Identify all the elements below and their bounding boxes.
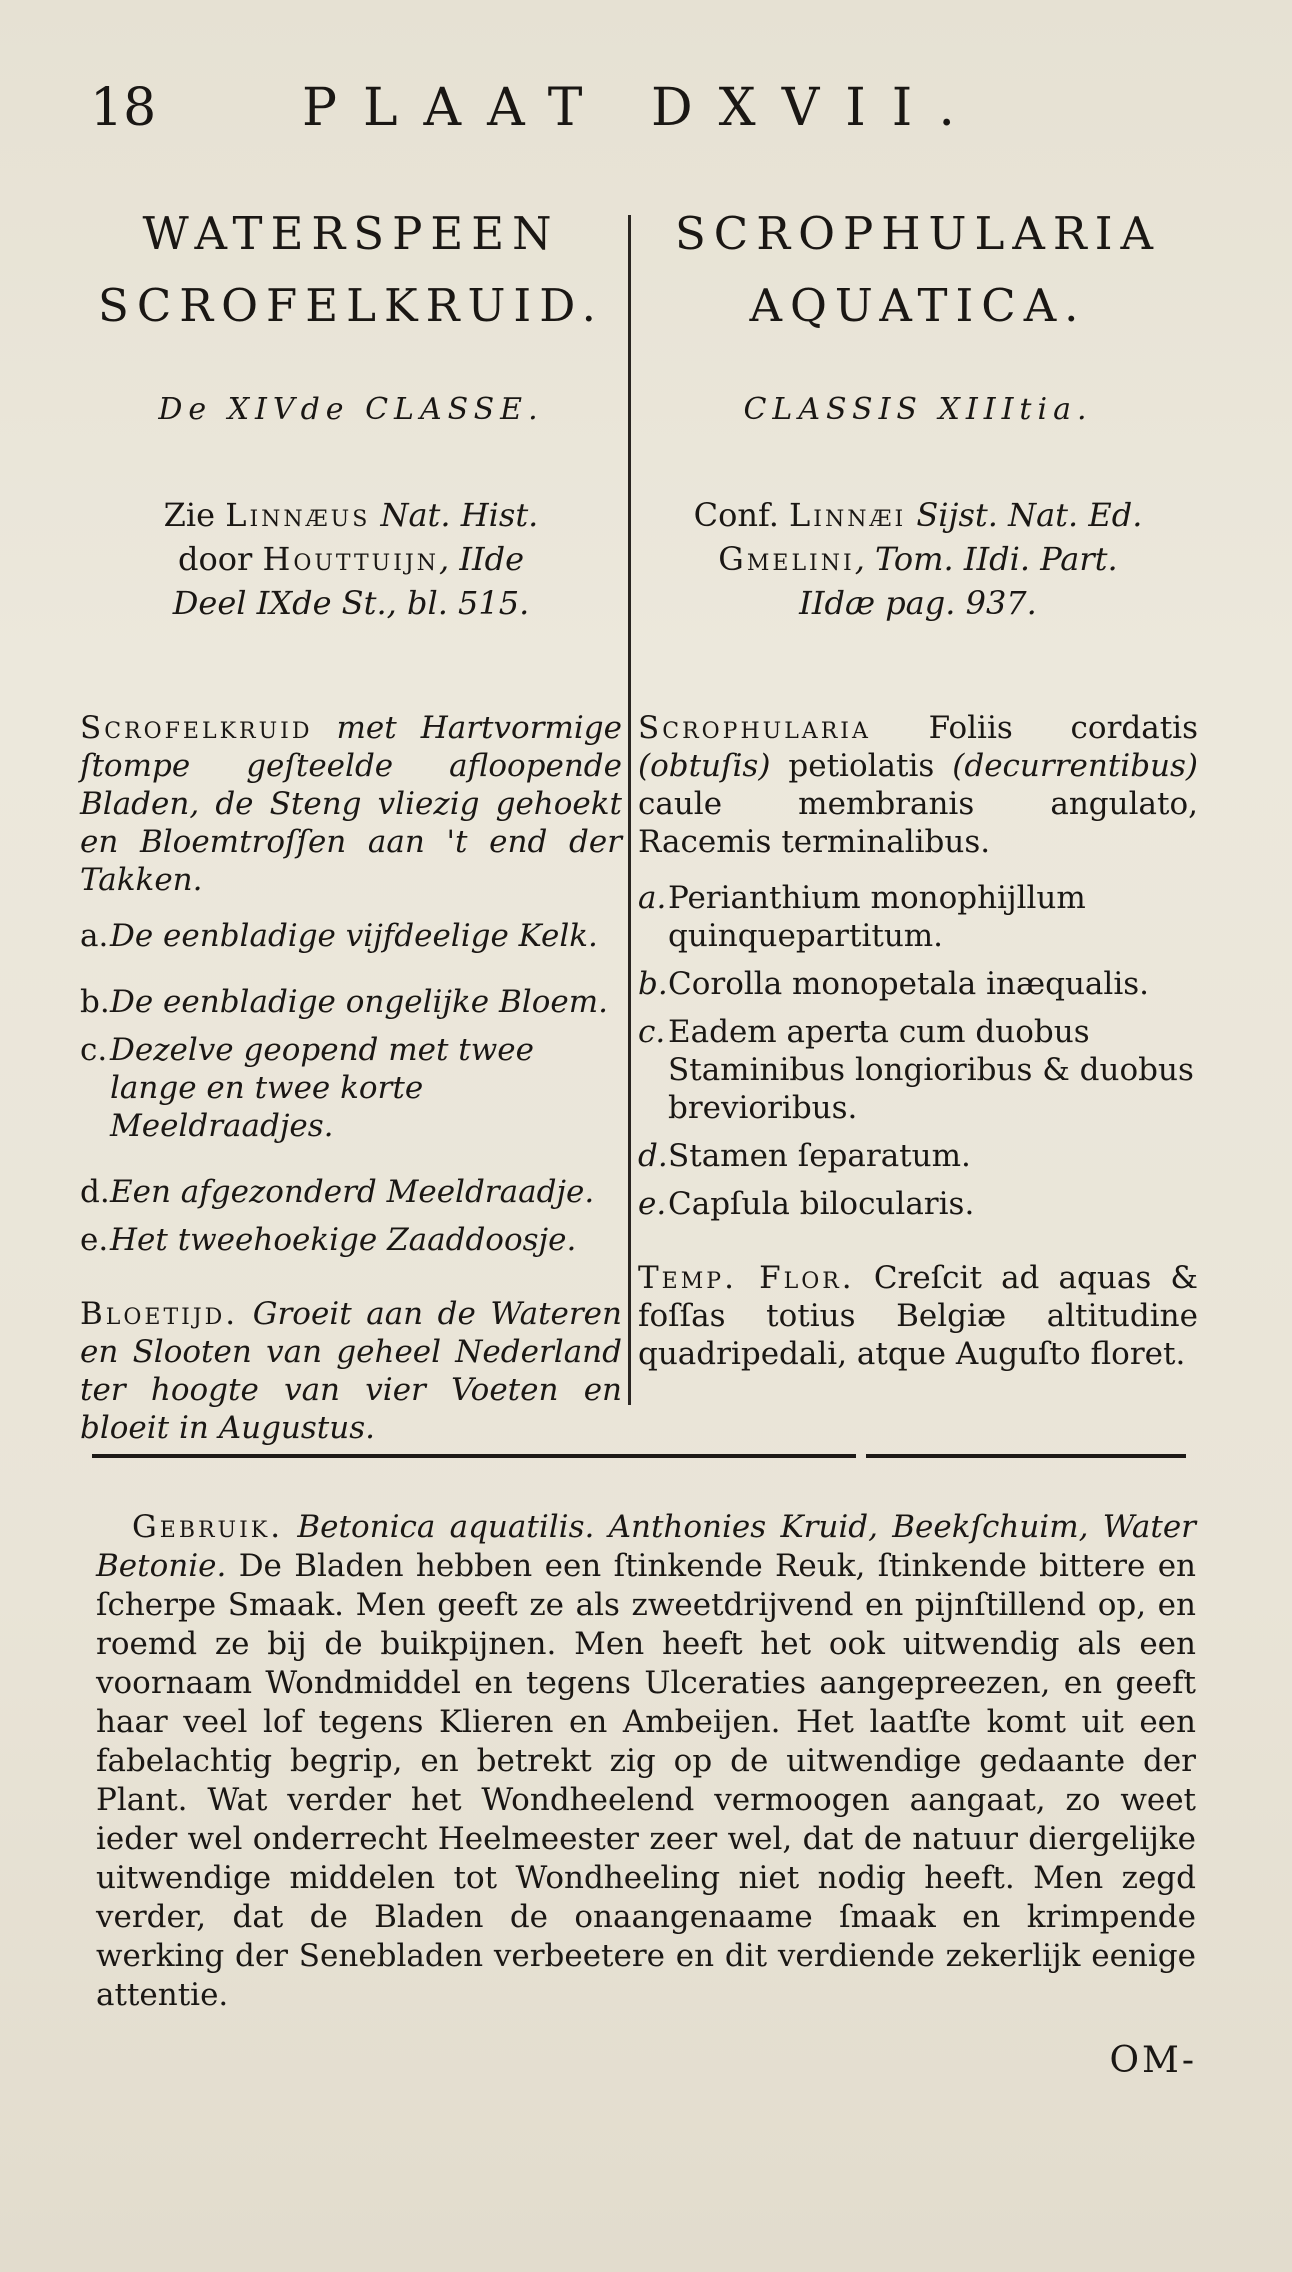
part-text: Een afgezonderd Meeldraadje. <box>110 1174 595 1210</box>
part-letter: a. <box>80 918 109 954</box>
list-item <box>80 983 622 1021</box>
bloeitijd-text: Groeit aan de Wateren en Slooten van geheel Nederland ter hoogte van vier Voeten en bloeit in Augustus. <box>80 1296 622 1446</box>
list-item <box>638 965 1198 1003</box>
part-letter: d. <box>638 1138 668 1174</box>
ref-linnaeus: Linnæus <box>225 496 371 534</box>
ref-zie: Zie <box>163 496 216 534</box>
diag-i2: (decurrentibus) <box>952 748 1199 784</box>
part-text: Stamen ſeparatum. <box>668 1138 971 1174</box>
list-item <box>80 917 622 955</box>
usage-label: Gebruik. <box>132 1509 284 1545</box>
part-text: Dezelve geopend met twee lange en twee korte Meeldraadjes. <box>110 1032 534 1144</box>
latin-reference <box>638 493 1198 625</box>
part-text: De eenbladige ongelijke Bloem. <box>110 984 608 1020</box>
part-text: Het tweehoekige Zaaddoosje. <box>110 1222 577 1258</box>
part-letter: b. <box>638 966 668 1002</box>
ref-sijst: Sijst. Nat. Ed. <box>916 496 1143 534</box>
part-letter: c. <box>638 1014 666 1050</box>
part-text: Capſula bilocularis. <box>668 1186 975 1222</box>
ref-nathist: Nat. Hist. <box>380 496 539 534</box>
diag-t1: Foliis cordatis <box>928 710 1199 746</box>
diag-t2: petiolatis <box>788 748 935 784</box>
dutch-reference <box>80 493 622 625</box>
ref-conf: Conf. <box>693 496 779 534</box>
part-letter: b. <box>80 984 110 1020</box>
latin-classis: CLASSIS XIIItia. <box>743 392 1093 427</box>
latin-title-line2: AQUATICA. <box>749 279 1087 332</box>
part-letter: a. <box>638 880 667 916</box>
list-item <box>80 1173 622 1211</box>
diag-name: Scrofelkruid <box>80 710 313 746</box>
section-rule-left <box>92 1454 856 1458</box>
column-divider <box>628 215 631 1405</box>
usage-paragraph <box>96 1508 1196 2015</box>
running-header <box>90 78 1210 148</box>
latin-flowering <box>638 1259 1198 1373</box>
latin-column <box>638 198 1198 1373</box>
diag-i1: (obtuſis) <box>638 748 771 784</box>
dutch-classis: De XIVde CLASSE. <box>158 392 544 427</box>
part-letter: e. <box>638 1186 667 1222</box>
dutch-diagnosis <box>80 709 622 899</box>
diag-t3: caule membranis angulato, Racemis terminalibus. <box>638 786 1198 860</box>
part-letter: e. <box>80 1222 109 1258</box>
latin-parts-list <box>638 879 1198 1223</box>
bloeitijd-label: Bloetijd. <box>80 1296 239 1332</box>
usage-names: Betonica aquatilis. Anthonies Kruid, Beekſchuim, Water Betonie. <box>96 1509 1196 1584</box>
dutch-column <box>80 198 622 1447</box>
page-number: 18 <box>90 78 157 138</box>
ref-tom: , Tom. IIdi. Part. <box>854 540 1118 578</box>
ref-door: door <box>177 540 253 578</box>
plate-title: PLAAT DXVII. <box>302 78 981 138</box>
ref-deel: Deel IXde St., bl. 515. <box>172 584 530 622</box>
dutch-parts-list <box>80 917 622 1259</box>
list-item <box>638 1185 1198 1223</box>
part-letter: d. <box>80 1174 110 1210</box>
usage-text: De Bladen hebben een ſtinkende Reuk, ſtinkende bittere en ſcherpe Smaak. Men geeft ze als zweetdrijvend en pijnſtillend op, en roemd ze bij de buikpijnen. Men heeft het ook uitwendig als een voornaam Wondmiddel en tegens Ulceraties aangepreezen, en geeft haar veel lof tegens Klieren en Ambeijen. Het laatſte komt uit een fabelachtig begrip, en betrekt zig op de uitwendige gedaante der Plant. Wat verder het Wondheelend vermoogen aangaat, zo weet ieder wel onderrecht Heelmeester zeer wel, dat de natuur diergelijke uitwendige middelen tot Wondheeling niet nodig heeft. Men zegd verder, dat de Bladen de onaangenaame ſmaak en krimpende werking der Senebladen verbeetere en dit verdiende zekerlijk eenige attentie. <box>96 1548 1196 2013</box>
list-item <box>80 1031 622 1145</box>
dutch-flowering <box>80 1295 622 1447</box>
dutch-title-line1: WATERSPEEN <box>142 207 560 260</box>
ref-pag: IIdæ pag. 937. <box>799 584 1037 622</box>
ref-gmelini: Gmelini <box>718 540 855 578</box>
list-item <box>638 1013 1198 1127</box>
latin-title-line1: SCROPHULARIA <box>674 207 1161 260</box>
catchword: OM- <box>1109 2040 1197 2081</box>
list-item <box>638 1137 1198 1175</box>
diag-name: Scrophularia <box>638 710 871 746</box>
flor-text: Creſcit ad aquas & foſſas totius Belgiæ altitudine quadripedali, atque Auguſto floret. <box>638 1260 1198 1372</box>
diag-text: met Hartvormige ſtompe geſteelde afloopende Bladen, de Steng vliezig gehoekt en Bloemtroſſen aan 't end der Takken. <box>80 710 622 898</box>
part-text: Perianthium monophijllum quinquepartitum. <box>668 880 1086 954</box>
latin-diagnosis <box>638 709 1198 861</box>
part-letter: c. <box>80 1032 108 1068</box>
ref-houttuijn: Houttuijn <box>262 540 439 578</box>
section-rule-right <box>866 1454 1186 1458</box>
part-text: Eadem aperta cum duobus Staminibus longioribus & duobus brevioribus. <box>668 1014 1194 1126</box>
dutch-title-line2: SCROFELKRUID. <box>98 279 604 332</box>
ref-linnaei: Linnæi <box>789 496 907 534</box>
part-text: Corolla monopetala inæqualis. <box>668 966 1149 1002</box>
list-item <box>80 1221 622 1259</box>
ref-ilde: , IIde <box>438 540 525 578</box>
flor-label: Temp. Flor. <box>638 1260 855 1296</box>
list-item <box>638 879 1198 955</box>
part-text: De eenbladige vijfdeelige Kelk. <box>110 918 598 954</box>
